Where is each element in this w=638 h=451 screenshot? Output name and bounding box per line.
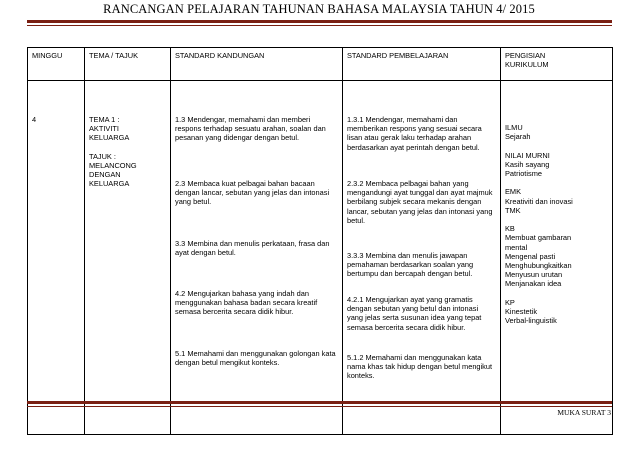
pembelajaran-item: 4.2.1 Mengujarkan ayat yang gramatis dengan sebutan yang betul dan intonasi yang jelas serta susunan idea yang tepat semasa bercerita secara didik hibur.	[347, 295, 482, 332]
cell-pengisian: ILMU Sejarah NILAI MURNI Kasih sayang Patriotisme EMK Kreativiti dan inovasi TMK KB Membuat gambaran mental Mengenal pasti Menghubungkaitkan Menyusun urutan Menjanakan idea KP Kinestetik Verbal-linguistik	[501, 81, 613, 435]
pembelajaran-item: 5.1.2 Memahami dan menggunakan kata nama khas tak hidup dengan betul mengikut konteks.	[347, 353, 493, 381]
kandungan-item: 5.1 Memahami dan menggunakan golongan kata dengan betul mengikut konteks.	[175, 349, 336, 368]
cell-tema: TEMA 1 : AKTIVITI KELUARGA TAJUK : MELANCONG DENGAN KELUARGA	[85, 81, 171, 435]
kandungan-item: 4.2 Mengujarkan bahasa yang indah dan menggunakan bahasa badan secara kreatif semasa bercerita secara didik hibur.	[175, 289, 318, 317]
header-pengisian: PENGISIAN KURIKULUM	[501, 48, 613, 81]
header-pembelajaran: STANDARD PEMBELAJARAN	[343, 48, 501, 81]
pembelajaran-item: 2.3.2 Membaca pelbagai bahan yang mengandungi ayat tunggal dan ayat majmuk berbilang subjek secara mekanis dengan lancar, sebutan yang jelas dan intonasi yang betul.	[347, 179, 493, 225]
kandungan-item: 2.3 Membaca kuat pelbagai bahan bacaan dengan lancar, sebutan yang jelas dan intonasi yang betul.	[175, 179, 330, 207]
page-number: MUKA SURAT 3	[557, 408, 611, 417]
cell-pembelajaran	[343, 81, 501, 435]
lesson-plan-table	[27, 47, 613, 435]
kandungan-item: 3.3 Membina dan menulis perkataan, frasa dan ayat dengan betul.	[175, 239, 330, 258]
table-row	[28, 81, 613, 435]
cell-kandungan	[171, 81, 343, 435]
pembelajaran-item: 3.3.3 Membina dan menulis jawapan pemahaman berdasarkan soalan yang bertumpu dan bercapah dengan betul.	[347, 251, 474, 279]
cell-minggu: 4	[28, 81, 85, 435]
kandungan-item: 1.3 Mendengar, memahami dan memberi respons terhadap sesuatu arahan, soalan dan pesanan yang didengar dengan betul.	[175, 115, 326, 143]
header-minggu: MINGGU	[28, 48, 85, 81]
header-tema: TEMA / TAJUK	[85, 48, 171, 81]
pembelajaran-item: 1.3.1 Mendengar, memahami dan memberikan respons yang sesuai secara lisan atau gerak laku terhadap arahan berdasarkan ayat perintah dengan betul.	[347, 115, 482, 152]
header-kandungan: STANDARD KANDUNGAN	[171, 48, 343, 81]
page-title: RANCANGAN PELAJARAN TAHUNAN BAHASA MALAYSIA TAHUN 4/ 2015	[103, 2, 535, 16]
header-rule-thick	[27, 20, 612, 23]
header-rule-thin	[27, 25, 612, 26]
table-header-row	[28, 48, 613, 81]
footer-rule-thin	[27, 406, 612, 407]
footer-rule-thick	[27, 401, 612, 404]
